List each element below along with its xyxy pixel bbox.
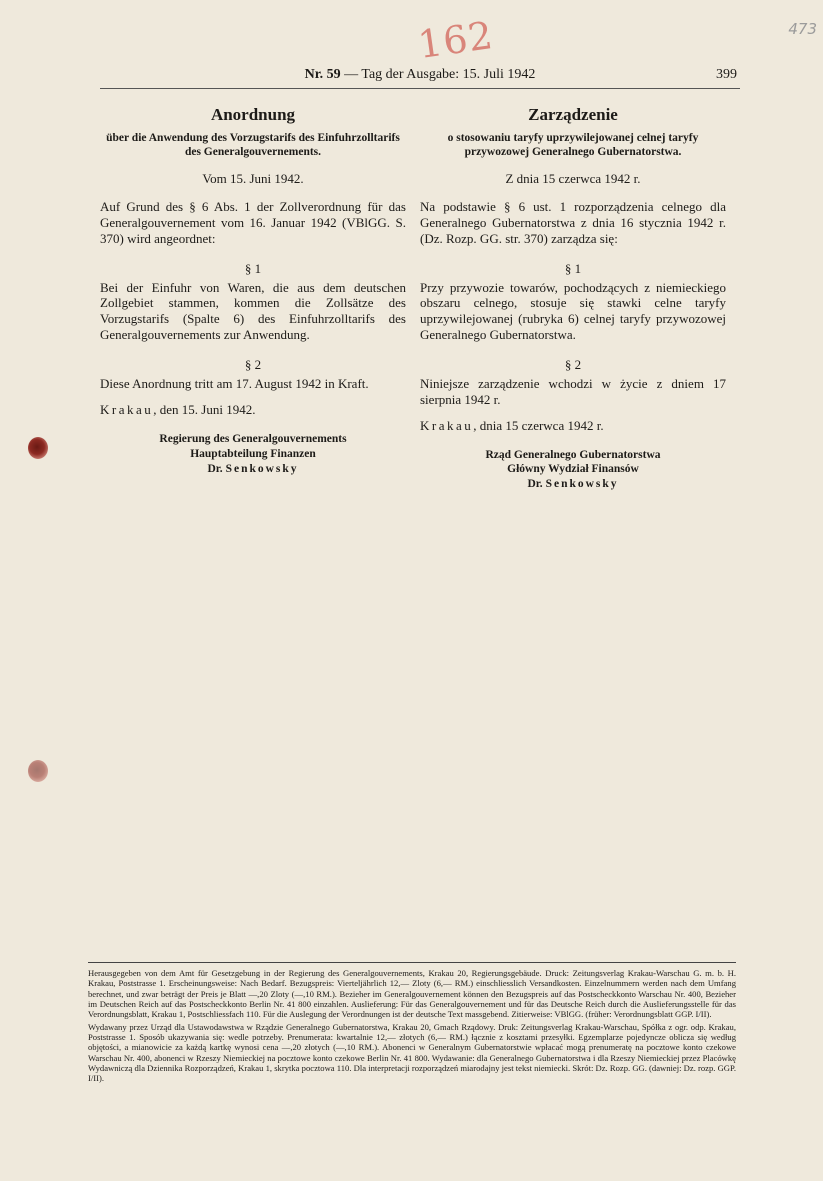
- german-place-date: [100, 402, 406, 418]
- german-signature-title: Dr.: [207, 462, 223, 475]
- polish-section-2-text: Niniejsze zarządzenie wchodzi w życie z dniem 17 sierpnia 1942 r.: [420, 375, 726, 407]
- footer-divider: [88, 962, 736, 963]
- archive-pencil-number: 473: [788, 20, 817, 38]
- polish-section-1-heading: § 1: [564, 260, 582, 276]
- german-place-rest: , den 15. Juni 1942.: [153, 401, 256, 417]
- polish-place-rest: , dnia 15 czerwca 1942 r.: [473, 417, 604, 433]
- handwritten-page-number: 162: [415, 12, 497, 68]
- page-header: [100, 67, 740, 89]
- issue-line: [100, 67, 740, 83]
- german-date: Vom 15. Juni 1942.: [202, 171, 304, 187]
- footer-polish-note: Wydawany przez Urząd dla Ustawodawstwa w Rządzie Generalnego Gubernatorstwa, Krakau 20, Gmach Rządowy. Druk: Zeitungsverlag Krakau-Warschau, Spółka z ogr. odp. Krakau, Poststrasse 1. Sposób ukazywania się: wedle potrzeby. Prenumerata: kwartalnie 12,— złotych (6,— RM.) łącznie z kosztami przesyłki. Egzemplarze pojedyncze oblicza się według objętości, a mianowicie za każdą kartkę wynosi cena —,20 złotych (—,10 RM.). Abonenci w Generalnym Gubernatorstwie wpłacać mogą prenumeratę na pocztowe konto czekowe Warschau Nr. 400, abonenci w Rzeszy Niemieckiej na pocztowe konto czekowe Berlin Nr. 41 800. Wydawanie: dla Generalnego Gubernatorstwa i dla Rzeszy Niemieckiej przez Placówkę Wydawniczą dla Dziennika Rozporządzeń, Krakau 1, skrytka pocztowa 110. Dla interpretacji rozporządzeń miarodajny jest tekst niemiecki. Skrót: Dz. Rozp. GG. (dawniej: Dz. rozp. GGP. I/II).: [88, 1021, 736, 1084]
- german-subtitle: über die Anwendung des Vorzugstarifs des Einfuhrzolltarifs des Generalgouvernements.: [106, 131, 400, 158]
- german-signature-surname: Senkowsky: [225, 462, 299, 475]
- issue-date: — Tag der Ausgabe: 15. Juli 1942: [340, 67, 536, 82]
- german-column: [100, 105, 406, 476]
- punch-hole: [28, 760, 48, 782]
- polish-place-date: [420, 418, 726, 434]
- polish-signature-name: [420, 477, 726, 492]
- polish-signature-title: Dr.: [527, 478, 543, 491]
- german-signature-name: [100, 462, 406, 477]
- footer-german-note: Herausgegeben von dem Amt für Gesetzgebung in der Regierung des Generalgouvernements, Krakau 20, Regierungsgebäude. Druck: Zeitungsverlag Krakau-Warschau G. m. b. H. Krakau, Poststrasse 1. Erscheinungsweise: Nach Bedarf. Bezugspreis: Vierteljährlich 12,— Zloty (6,— RM.) einschliesslich Versandkosten. Einzelnummern werden nach dem Umfang berechnet, und zwar beträgt der Preis je Blatt —,20 Zloty (—,10 RM.). Bezieher im Generalgouvernement können den Bezugspreis auf das Postscheckkonto Warschau Nr. 400, Bezieher im Deutschen Reich auf das Postscheckkonto Berlin Nr. 41 800 einzahlen. Auslieferung: Für das Generalgouvernement und für das Deutsche Reich durch die Auslieferungsstelle für das Verordnungsblatt, Krakau 1, Postschliessfach 110. Für die Auslegung der Verordnungen ist der deutsche Text massgebend. Zitierweise: VBlGG. (früher: Verordnungsblatt GGP. I/II).: [88, 968, 736, 1020]
- german-section-2-heading: § 2: [244, 357, 262, 373]
- header-divider: [100, 88, 740, 89]
- german-section-2-text: Diese Anordnung tritt am 17. August 1942 in Kraft.: [100, 375, 369, 391]
- polish-section-2-heading: § 2: [564, 357, 582, 373]
- publication-footer: [88, 968, 736, 1085]
- polish-section-1-text: Przy przywozie towarów, pochodzących z niemieckiego obszaru celnego, stosuje się stawki celne taryfy uprzywilejowanej (rubryka 6) celnej taryfy przywozowej Generalnego Gubernatorstwa.: [420, 279, 726, 343]
- german-preamble: Auf Grund des § 6 Abs. 1 der Zollverordnung für das Generalgouvernement vom 16. Januar 1942 (VBlGG. S. 370) wird angeordnet:: [100, 199, 406, 246]
- german-signature-line-2: Hauptabteilung Finanzen: [190, 447, 316, 460]
- german-section-1-text: Bei der Einfuhr von Waren, die aus dem deutschen Zollgebiet stammen, kommen die Zollsätze des Vorzugstarifs (Spalte 6) des Einfuhrzolltarifs des Generalgouvernements zur Anwendung.: [100, 279, 406, 343]
- polish-preamble: Na podstawie § 6 ust. 1 rozporządzenia celnego dla Generalnego Gubernatorstwa z dnia 16 stycznia 1942 r. (Dz. Rozp. GG. str. 370) zarządza się:: [420, 199, 726, 246]
- polish-subtitle: o stosowaniu taryfy uprzywilejowanej celnej taryfy przywozowej Generalnego Gubernatorstwa.: [447, 131, 699, 158]
- polish-date: Z dnia 15 czerwca 1942 r.: [505, 171, 641, 187]
- polish-column: [420, 105, 726, 492]
- german-title: Anordnung: [210, 105, 296, 124]
- polish-title: Zarządzenie: [528, 105, 618, 124]
- german-signature-line-1: Regierung des Generalgouvernements: [159, 432, 347, 445]
- polish-signature-line-2: Główny Wydział Finansów: [507, 463, 639, 476]
- polish-place: Krakau: [420, 417, 474, 433]
- page-number: 399: [716, 67, 737, 82]
- german-place: Krakau: [100, 401, 154, 417]
- punch-hole: [28, 437, 48, 459]
- polish-signature-line-1: Rząd Generalnego Gubernatorstwa: [485, 448, 661, 461]
- polish-signature-surname: Senkowsky: [545, 478, 619, 491]
- issue-number: Nr. 59: [304, 67, 341, 82]
- german-section-1-heading: § 1: [244, 260, 262, 276]
